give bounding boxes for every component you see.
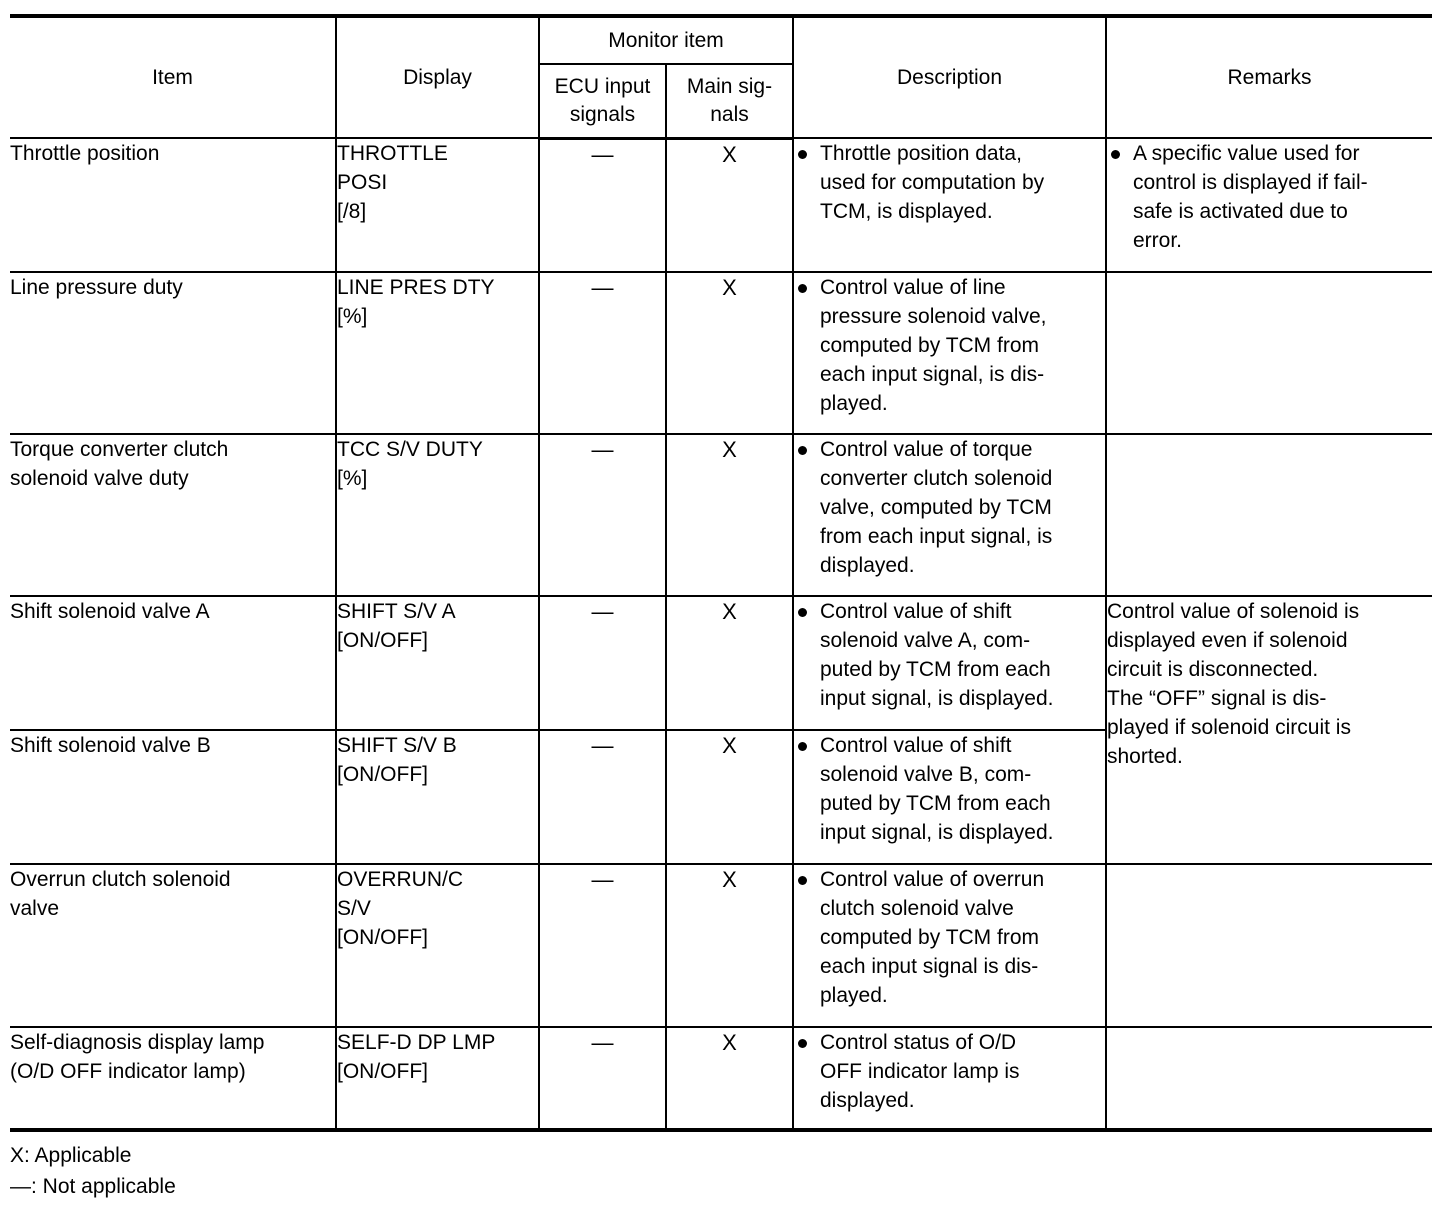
main-signal-mark: X: [666, 1027, 793, 1130]
remarks-text: control is displayed if fail-: [1133, 171, 1368, 194]
legend-not-applicable: —: Not applicable: [10, 1175, 176, 1198]
main-signal-mark: X: [666, 864, 793, 1027]
display-text: [ON/OFF]: [337, 926, 428, 949]
item-cell: [10, 730, 336, 864]
table-row: [10, 596, 1432, 730]
display-text: [ON/OFF]: [337, 629, 428, 652]
description-cell: [793, 272, 1106, 434]
description-text: input signal, is displayed.: [820, 821, 1054, 844]
header-main-line: Main sig-: [686, 74, 773, 98]
remarks-text: played if solenoid circuit is: [1107, 716, 1351, 739]
item-text: Torque converter clutch: [10, 438, 229, 461]
display-text: TCC S/V DUTY: [337, 438, 483, 461]
display-text: [ON/OFF]: [337, 763, 428, 786]
ecu-input-mark: —: [539, 596, 666, 730]
description-text: displayed.: [820, 1089, 915, 1112]
legend: [10, 1140, 1432, 1202]
ecu-input-mark: —: [539, 434, 666, 596]
display-text: LINE PRES DTY: [337, 276, 495, 299]
description-text: Control value of overrun: [820, 868, 1045, 891]
item-text: Shift solenoid valve A: [10, 600, 210, 623]
display-text: OVERRUN/C: [337, 868, 464, 891]
display-text: [%]: [337, 467, 368, 490]
item-text: Self-diagnosis display lamp: [10, 1031, 265, 1054]
description-text: Control value of torque: [820, 438, 1033, 461]
ecu-input-mark: —: [539, 272, 666, 434]
table-row: [10, 434, 1432, 596]
legend-applicable: X: Applicable: [10, 1144, 132, 1167]
display-text: SHIFT S/V A: [337, 600, 456, 623]
description-text: displayed.: [820, 554, 915, 577]
remarks-text: displayed even if solenoid: [1107, 629, 1348, 652]
ecu-input-mark: —: [539, 730, 666, 864]
header-item: Item: [10, 16, 336, 138]
description-text: used for computation by: [820, 171, 1045, 194]
display-cell: [336, 596, 539, 730]
item-text: valve: [10, 897, 60, 920]
item-cell: [10, 434, 336, 596]
bullet-item: [794, 435, 1105, 580]
header-ecu-line: signals: [569, 102, 636, 126]
main-signal-mark: X: [666, 138, 793, 272]
item-cell: [10, 864, 336, 1027]
bullet-item: [794, 865, 1105, 1010]
header-remarks: Remarks: [1106, 16, 1432, 138]
main-signal-mark: X: [666, 434, 793, 596]
display-text: THROTTLE: [337, 142, 448, 165]
display-cell: [336, 1027, 539, 1130]
bullet-item: [794, 731, 1105, 847]
description-text: converter clutch solenoid: [820, 467, 1053, 490]
table-row: [10, 138, 1432, 272]
display-text: [/8]: [337, 200, 367, 223]
description-text: clutch solenoid valve: [820, 897, 1014, 920]
table-row: [10, 864, 1432, 1027]
header-description: Description: [793, 16, 1106, 138]
remarks-cell: [1106, 272, 1432, 434]
ecu-input-mark: —: [539, 1027, 666, 1130]
document-page: [10, 14, 1432, 1202]
bullet-item: [794, 597, 1105, 713]
display-cell: [336, 138, 539, 272]
bullet-item: [794, 139, 1105, 226]
remarks-text: error.: [1133, 229, 1183, 252]
description-text: from each input signal, is: [820, 525, 1053, 548]
display-text: POSI: [337, 171, 388, 194]
header-main-line: nals: [710, 102, 749, 126]
description-text: TCM, is displayed.: [820, 200, 993, 223]
remarks-text: circuit is disconnected.: [1107, 658, 1319, 681]
bullet-item: [794, 1028, 1105, 1115]
display-text: [%]: [337, 305, 368, 328]
ecu-input-mark: —: [539, 138, 666, 272]
display-text: SHIFT S/V B: [337, 734, 457, 757]
display-cell: [336, 434, 539, 596]
data-monitor-table: [10, 14, 1432, 1132]
description-text: pressure solenoid valve,: [820, 305, 1047, 328]
table-row: [10, 1027, 1432, 1130]
display-cell: [336, 730, 539, 864]
item-text: Overrun clutch solenoid: [10, 868, 231, 891]
description-text: played.: [820, 392, 888, 415]
description-cell: [793, 434, 1106, 596]
bullet-item: [794, 273, 1105, 418]
remarks-text: A specific value used for: [1133, 142, 1360, 165]
item-text: Throttle position: [10, 142, 160, 165]
remarks-text: The “OFF” signal is dis-: [1107, 687, 1327, 710]
header-monitor-item: Monitor item: [539, 16, 793, 64]
description-text: computed by TCM from: [820, 926, 1040, 949]
shared-remarks-cell: [1106, 596, 1432, 864]
description-text: valve, computed by TCM: [820, 496, 1052, 519]
remarks-cell: [1106, 138, 1432, 272]
remarks-text: Control value of solenoid is: [1107, 600, 1360, 623]
description-text: Control value of line: [820, 276, 1006, 299]
header-display: Display: [336, 16, 539, 138]
remarks-text: safe is activated due to: [1133, 200, 1348, 223]
description-cell: [793, 730, 1106, 864]
main-signal-mark: X: [666, 730, 793, 864]
description-text: played.: [820, 984, 888, 1007]
description-cell: [793, 138, 1106, 272]
table-row: [10, 272, 1432, 434]
ecu-input-mark: —: [539, 864, 666, 1027]
description-cell: [793, 864, 1106, 1027]
remarks-cell: [1106, 434, 1432, 596]
remarks-cell: [1106, 1027, 1432, 1130]
remarks-text: shorted.: [1107, 745, 1183, 768]
item-cell: [10, 138, 336, 272]
main-signal-mark: X: [666, 272, 793, 434]
display-text: [ON/OFF]: [337, 1060, 428, 1083]
item-text: Shift solenoid valve B: [10, 734, 211, 757]
item-cell: [10, 596, 336, 730]
display-cell: [336, 864, 539, 1027]
item-cell: [10, 272, 336, 434]
item-cell: [10, 1027, 336, 1130]
description-text: each input signal is dis-: [820, 955, 1039, 978]
description-text: Control value of shift: [820, 734, 1012, 757]
header-ecu-input-signals: [539, 64, 666, 138]
remarks-cell: [1106, 864, 1432, 1027]
item-text: (O/D OFF indicator lamp): [10, 1060, 246, 1083]
display-text: S/V: [337, 897, 371, 920]
description-text: Control value of shift: [820, 600, 1012, 623]
description-text: solenoid valve A, com-: [820, 629, 1031, 652]
description-text: Control status of O/D: [820, 1031, 1017, 1054]
item-text: Line pressure duty: [10, 276, 183, 299]
header-main-signals: [666, 64, 793, 138]
description-text: input signal, is displayed.: [820, 687, 1054, 710]
item-text: solenoid valve duty: [10, 467, 189, 490]
description-text: Throttle position data,: [820, 142, 1022, 165]
description-text: OFF indicator lamp is: [820, 1060, 1020, 1083]
description-text: computed by TCM from: [820, 334, 1040, 357]
bullet-item: [1107, 139, 1432, 255]
description-text: puted by TCM from each: [820, 658, 1051, 681]
display-cell: [336, 272, 539, 434]
description-cell: [793, 1027, 1106, 1130]
description-text: solenoid valve B, com-: [820, 763, 1032, 786]
display-text: SELF-D DP LMP: [337, 1031, 496, 1054]
main-signal-mark: X: [666, 596, 793, 730]
description-text: puted by TCM from each: [820, 792, 1051, 815]
description-cell: [793, 596, 1106, 730]
description-text: each input signal, is dis-: [820, 363, 1045, 386]
header-ecu-line: ECU input: [554, 74, 651, 98]
header-row: [10, 16, 1432, 64]
